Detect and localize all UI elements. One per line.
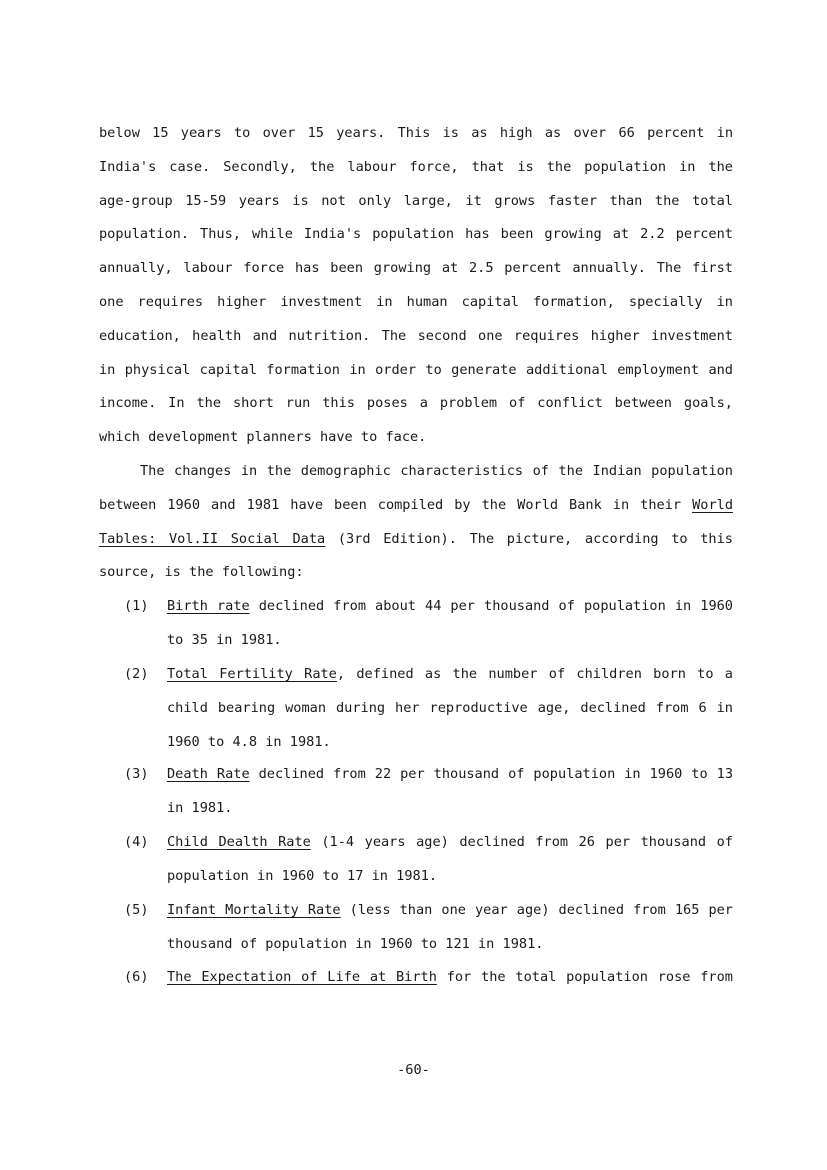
- term: The Expectation of Life at Birth: [167, 969, 437, 985]
- list-number: (5): [124, 902, 149, 918]
- text-line: in 1981.: [167, 799, 233, 816]
- text-segment: for the total population rose from: [436, 969, 733, 985]
- term: Death Rate: [167, 766, 250, 782]
- text-line: education, health and nutrition. The second one requires higher investment: [99, 327, 733, 344]
- paragraph-2: [99, 455, 733, 590]
- text-line: to 35 in 1981.: [167, 631, 282, 648]
- text-line: in physical capital formation in order to generate additional employment and: [99, 361, 733, 378]
- text-segment: between 1960 and 1981 have been compiled by the World Bank in their: [99, 496, 693, 513]
- text-line: [167, 590, 733, 624]
- text-line: [167, 961, 733, 995]
- text-line: [167, 658, 733, 692]
- text-line: source, is the following:: [99, 564, 304, 581]
- paragraph-1: [99, 117, 733, 455]
- text-segment: declined from 22 per thousand of population in 1960 to 13: [249, 766, 733, 782]
- text-line: income. In the short run this poses a problem of conflict between goals,: [99, 395, 733, 412]
- text-line: annually, labour force has been growing at 2.5 percent annually. The first: [99, 260, 733, 277]
- text-line: age-group 15-59 years is not only large, it grows faster than the total: [99, 192, 733, 209]
- text-line: child bearing woman during her reproductive age, declined from 6 in: [167, 699, 733, 716]
- text-line: population. Thus, while India's population has been growing at 2.2 percent: [99, 226, 733, 243]
- term: Total Fertility Rate: [167, 666, 337, 682]
- text-line: 1960 to 4.8 in 1981.: [167, 733, 331, 750]
- term: Infant Mortality Rate: [167, 902, 341, 918]
- text-line: which development planners have to face.: [99, 429, 427, 446]
- text-line: India's case. Secondly, the labour force, that is the population in the: [99, 158, 733, 175]
- term: Birth rate: [167, 598, 250, 614]
- text-line: below 15 years to over 15 years. This is as high as over 66 percent in: [99, 125, 733, 141]
- text-segment: declined from about 44 per thousand of population in 1960: [249, 598, 733, 614]
- list-number: (1): [124, 598, 149, 614]
- text-segment: (1-4 years age) declined from 26 per thousand of: [310, 834, 733, 850]
- text-line: thousand of population in 1960 to 121 in 1981.: [167, 935, 544, 952]
- list-item-body: [167, 894, 733, 962]
- list-number: (3): [124, 766, 149, 782]
- text-line: The changes in the demographic characteristics of the Indian population: [140, 463, 733, 479]
- list-item-body: [167, 961, 733, 995]
- text-segment: (less than one year age) declined from 165 per: [340, 902, 733, 918]
- list-number: (4): [124, 834, 149, 850]
- term: Child Dealth Rate: [167, 834, 311, 850]
- text-line: [167, 894, 733, 928]
- text-line: [99, 523, 733, 557]
- text-line: population in 1960 to 17 in 1981.: [167, 867, 438, 884]
- text-line: [167, 826, 733, 860]
- text-line: [99, 489, 733, 523]
- list-item-body: [167, 658, 733, 759]
- text-segment: , defined as the number of children born to a: [336, 666, 733, 682]
- text-line: one requires higher investment in human capital formation, specially in: [99, 293, 733, 310]
- list-item-body: [167, 826, 733, 894]
- text-segment: (3rd Edition). The picture, according to this: [325, 530, 733, 547]
- text-line: [167, 758, 733, 792]
- list-item-body: [167, 590, 733, 658]
- page-number: -60-: [397, 1062, 430, 1078]
- list-number: (6): [124, 969, 149, 985]
- list-number: (2): [124, 666, 149, 682]
- list-item-body: [167, 758, 733, 826]
- citation-title: Tables: Vol.II Social Data: [99, 530, 326, 547]
- citation-title: World: [692, 496, 733, 513]
